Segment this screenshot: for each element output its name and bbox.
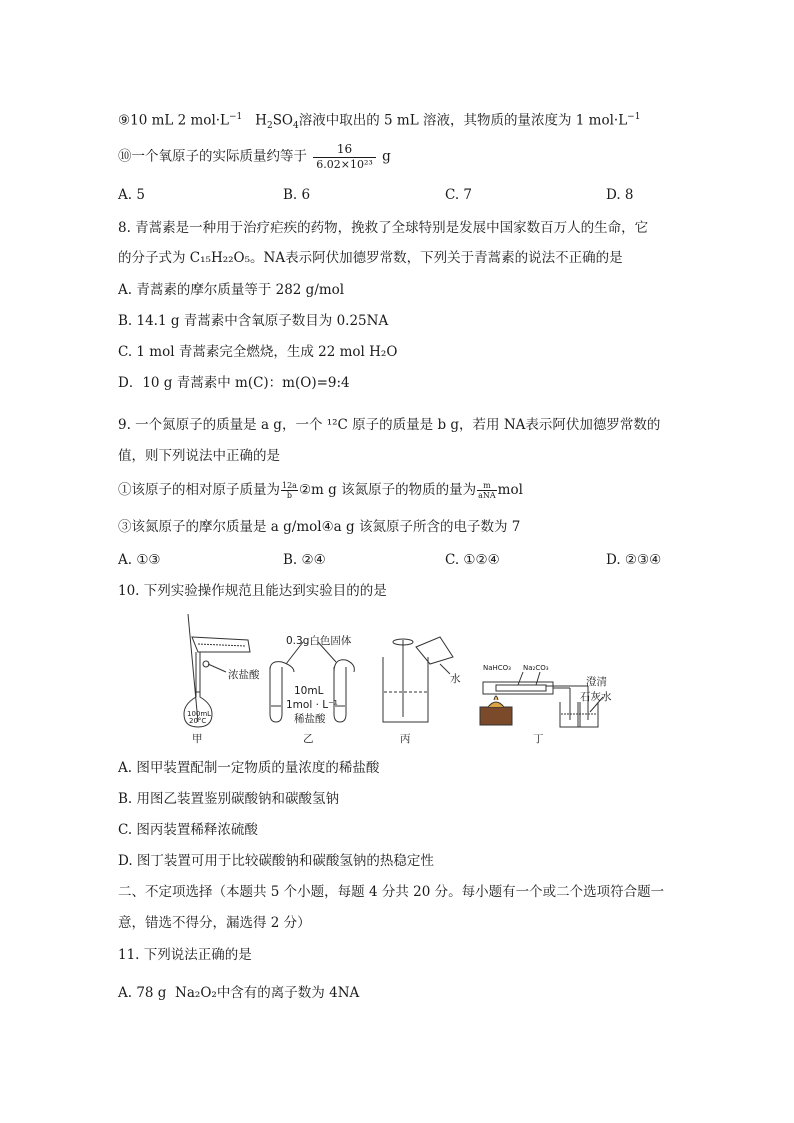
q9-statements-3-4: ③该氮原子的摩尔质量是 a g/mol④a g 该氮原子所含的电子数为 7: [118, 519, 521, 535]
q8-stem-line1: 8. 青蒿素是一种用于治疗疟疾的药物，挽救了全球特别是发展中国家数百万人的生命，它: [118, 220, 649, 236]
q8-option-b: B. 14.1 g 青蒿素中含氧原子数目为 0.25NA: [118, 313, 389, 329]
pouring-beaker: [192, 637, 250, 652]
label-flask-temp: 20°C: [189, 717, 207, 725]
flame: [488, 702, 504, 707]
q7-item10: ⑩一个氧原子的实际质量约等于 $\frac{16}{\text{6.02×10²³}}$ g: [118, 142, 391, 171]
q10-option-b: B. 用图乙装置鉴别碳酸钠和碳酸氢钠: [118, 791, 340, 807]
test-tube-left: [270, 667, 282, 722]
q10-option-c: C. 图丙装置稀释浓硫酸: [118, 822, 258, 838]
inner-tube: [496, 685, 546, 691]
q10-option-d: D. 图丁装置可用于比较碳酸钠和碳酸氢钠的热稳定性: [118, 853, 434, 869]
label-concentration: 1mol · L⁻¹: [286, 699, 338, 711]
q8-option-c: C. 1 mol 青蒿素完全燃烧，生成 22 mol H₂O: [118, 344, 398, 360]
q7-option-a: A. 5: [118, 187, 145, 203]
label-water: 水: [450, 673, 461, 685]
q7-item9: ⑨10 mL 2 $mol\cdot L^{-1}$ $H_2SO_4$溶液中取出的 5 mL 溶液，其物质的量浓度为 1 $mol\cdot L^{-1}$: [118, 112, 641, 132]
balloon-right: [334, 660, 354, 672]
label-limewater-1: 澄清: [586, 676, 607, 688]
q9-option-b: B. ②④: [283, 552, 326, 568]
q10-stem: 10. 下列实验操作规范且能达到实验目的的是: [118, 583, 387, 599]
q9-option-a: A. ①③: [118, 552, 161, 568]
alcohol-lamp-base: [480, 707, 512, 725]
q8-option-d: D．10 g 青蒿素中 m(C)：m(O)=9:4: [118, 375, 350, 391]
label-volume: 10mL: [294, 685, 324, 697]
test-tube-right: [334, 667, 346, 722]
label-white-solid: 0.3g白色固体: [286, 635, 352, 647]
q9-stem-line2: 值，则下列说法中正确的是: [118, 448, 280, 464]
label-jia: 甲: [192, 733, 203, 745]
pouring-cup: [416, 637, 453, 664]
q7-option-b: B. 6: [283, 187, 311, 203]
label-bing: 丙: [400, 733, 411, 745]
q8-stem-line2: 的分子式为 C₁₅H₂₂O₅。NA表示阿伏加德罗常数，下列关于青蒿素的说法不正确的是: [118, 250, 623, 266]
q8-option-a: A. 青蒿素的摩尔质量等于 282 g/mol: [118, 282, 345, 298]
section2-heading-line1: 二、不定项选择（本题共 5 个小题，每题 4 分共 20 分。每小题有一个或二个选项符合题一: [118, 884, 665, 900]
apparatus-bing: [383, 637, 453, 722]
q7-option-c: C. 7: [445, 187, 473, 203]
q10-option-a: A. 图甲装置配制一定物质的量浓度的稀盐酸: [118, 760, 380, 776]
q9-option-c: C. ①②④: [445, 552, 500, 568]
q11-stem: 11. 下列说法正确的是: [118, 947, 252, 963]
fraction-moles: $\frac{m}{\text{aNA}}$: [478, 481, 496, 500]
q9-option-d: D. ②③④: [606, 552, 662, 568]
section2-heading-line2: 意，错选不得分，漏选得 2 分）: [118, 915, 311, 931]
lab-apparatus-figure: [178, 612, 618, 747]
q9-statements-1-2: ①该原子的相对原子质量为 $\frac{12a}{b}$ ②m g 该氮原子的物质的量为 $\frac{m}{\text{aNA}}$ mol: [118, 481, 523, 500]
label-ding: 丁: [533, 733, 544, 745]
label-dilute-hcl: 稀盐酸: [294, 713, 326, 725]
label-conc-hcl: 浓盐酸: [228, 669, 260, 681]
label-yi: 乙: [303, 733, 314, 745]
fraction-oxygen-mass: $\frac{16}{\text{6.02×10²³}}$: [313, 142, 376, 172]
label-flask-volume: 100mL: [187, 710, 212, 718]
q11-option-a: A. 78 g Na₂O₂中含有的离子数为 4NA: [118, 985, 360, 1001]
fraction-relative-mass: $\frac{12a}{b}$: [282, 481, 297, 500]
beaker: [383, 657, 428, 722]
q9-stem-line1: 9. 一个氮原子的质量是 a g，一个 ¹²C 原子的质量是 b g，若用 NA表示阿伏加德罗常数的: [118, 417, 661, 433]
label-na2co3: Na₂CO₃: [523, 664, 549, 672]
label-limewater-2: 石灰水: [580, 691, 612, 703]
label-nahco3: NaHCO₃: [483, 664, 511, 672]
q7-option-d: D. 8: [606, 187, 634, 203]
